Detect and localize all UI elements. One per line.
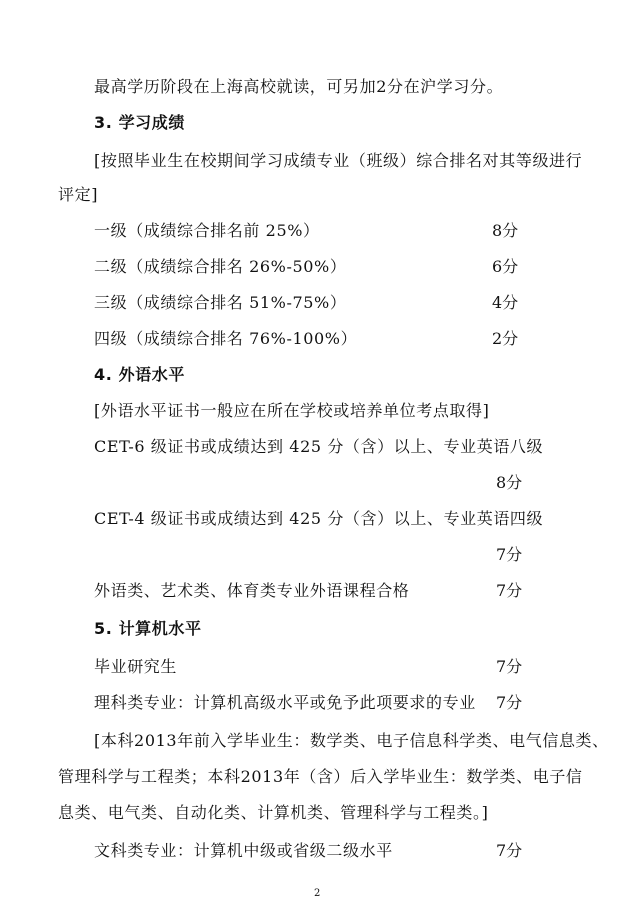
section-5-note-line-2: 管理科学与工程类；本科2013年（含）后入学毕业生：数学类、电子信: [58, 767, 583, 786]
grade-item-score: 2分: [492, 329, 519, 348]
grade-item-label: 三级（成绩综合排名 51%-75%）: [94, 293, 347, 312]
computer-item-label: 理科类专业：计算机高级水平或免予此项要求的专业: [94, 693, 476, 712]
section-5-note-line-3: 息类、电气类、自动化类、计算机类、管理科学与工程类。]: [58, 803, 489, 822]
computer-item-score: 7分: [496, 693, 523, 712]
grade-item-score: 4分: [492, 293, 519, 312]
computer-item-label: 文科类专业：计算机中级或省级二级水平: [94, 841, 393, 860]
language-item-label: CET-6 级证书或成绩达到 425 分（含）以上、专业英语八级: [94, 437, 544, 456]
computer-item-score: 7分: [496, 841, 523, 860]
computer-item-label: 毕业研究生: [94, 657, 178, 676]
section-3-note-line-2: 评定]: [58, 185, 99, 204]
page-number: 2: [314, 888, 321, 899]
section-4-note: [外语水平证书一般应在所在学校或培养单位考点取得]: [94, 401, 490, 420]
language-item-score: 8分: [496, 473, 523, 492]
grade-item-score: 8分: [492, 221, 519, 240]
section-5-note-line-1: [本科2013年前入学毕业生：数学类、电子信息科学类、电气信息类、: [94, 731, 609, 750]
intro-line: 最高学历阶段在上海高校就读，可另加2分在沪学习分。: [94, 77, 504, 96]
language-item-score: 7分: [496, 545, 523, 564]
section-4-heading: 4. 外语水平: [94, 365, 185, 384]
computer-item-score: 7分: [496, 657, 523, 676]
section-5-heading: 5. 计算机水平: [94, 619, 202, 638]
grade-item-score: 6分: [492, 257, 519, 276]
language-item-score: 7分: [496, 581, 523, 600]
section-3-heading: 3. 学习成绩: [94, 113, 185, 132]
grade-item-label: 一级（成绩综合排名前 25%）: [94, 221, 320, 240]
section-3-note-line-1: [按照毕业生在校期间学习成绩专业（班级）综合排名对其等级进行: [94, 151, 583, 170]
language-item-label: CET-4 级证书或成绩达到 425 分（含）以上、专业英语四级: [94, 509, 544, 528]
language-item-label: 外语类、艺术类、体育类专业外语课程合格: [94, 581, 410, 600]
grade-item-label: 四级（成绩综合排名 76%-100%）: [94, 329, 358, 348]
grade-item-label: 二级（成绩综合排名 26%-50%）: [94, 257, 347, 276]
